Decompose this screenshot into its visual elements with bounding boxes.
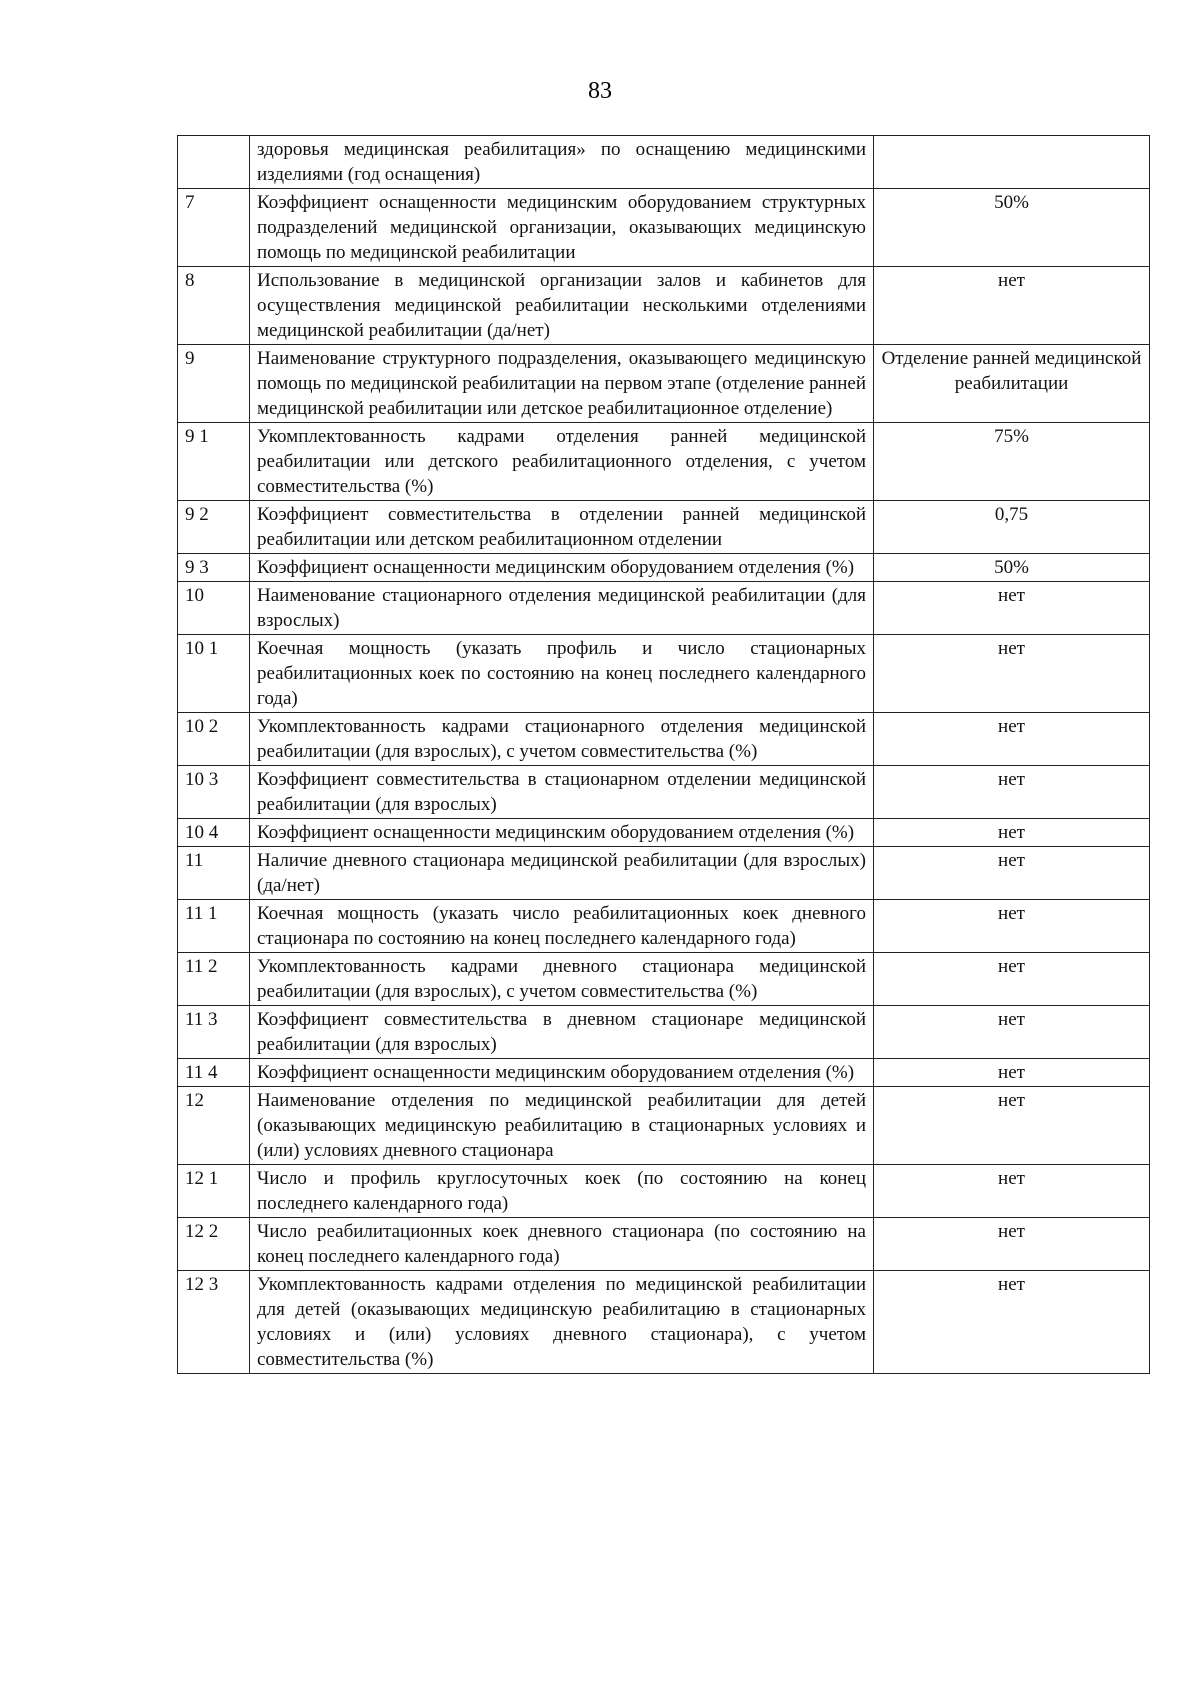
row-description: Коечная мощность (указать число реабилитационных коек дневного стационара по состоянию на конец последнего календарного года) (250, 900, 874, 953)
table-row (178, 1059, 1150, 1087)
row-description: Коэффициент совместительства в отделении ранней медицинской реабилитации или детском реабилитационном отделении (250, 501, 874, 554)
table-row (178, 501, 1150, 554)
row-number: 8 (178, 267, 250, 345)
row-number: 10 1 (178, 635, 250, 713)
row-value: нет (874, 713, 1150, 766)
row-value: нет (874, 1087, 1150, 1165)
row-value: Отделение ранней медицинской реабилитации (874, 345, 1150, 423)
row-description: Коэффициент оснащенности медицинским оборудованием отделения (%) (250, 819, 874, 847)
row-value: нет (874, 635, 1150, 713)
row-number: 12 3 (178, 1271, 250, 1374)
row-value: 50% (874, 189, 1150, 267)
row-number: 12 (178, 1087, 250, 1165)
row-description: Укомплектованность кадрами отделения ранней медицинской реабилитации или детского реабилитационного отделения, с учетом совместительства (%) (250, 423, 874, 501)
row-number: 9 1 (178, 423, 250, 501)
row-value: нет (874, 1165, 1150, 1218)
row-description: Наименование структурного подразделения, оказывающего медицинскую помощь по медицинской реабилитации на первом этапе (отделение ранней медицинской реабилитации или детское реабилитационное отделение) (250, 345, 874, 423)
table-row (178, 554, 1150, 582)
row-value: 50% (874, 554, 1150, 582)
row-number: 10 2 (178, 713, 250, 766)
row-value: 0,75 (874, 501, 1150, 554)
row-number: 9 (178, 345, 250, 423)
row-value: нет (874, 953, 1150, 1006)
row-number: 11 3 (178, 1006, 250, 1059)
row-value: 75% (874, 423, 1150, 501)
row-description: здоровья медицинская реабилитация» по оснащению медицинскими изделиями (год оснащения) (250, 136, 874, 189)
row-value: нет (874, 1218, 1150, 1271)
indicators-table (177, 135, 1150, 1374)
row-number: 11 2 (178, 953, 250, 1006)
row-description: Использование в медицинской организации залов и кабинетов для осуществления медицинской реабилитации несколькими отделениями медицинской реабилитации (да/нет) (250, 267, 874, 345)
page-number: 83 (588, 78, 612, 104)
table-row (178, 713, 1150, 766)
row-description: Число и профиль круглосуточных коек (по состоянию на конец последнего календарного года) (250, 1165, 874, 1218)
table-row (178, 345, 1150, 423)
table-row (178, 1006, 1150, 1059)
table-row (178, 1218, 1150, 1271)
table-row (178, 423, 1150, 501)
row-number: 12 2 (178, 1218, 250, 1271)
table-row (178, 136, 1150, 189)
row-value: нет (874, 1271, 1150, 1374)
table-row (178, 819, 1150, 847)
row-description: Коэффициент оснащенности медицинским оборудованием отделения (%) (250, 554, 874, 582)
table-row (178, 766, 1150, 819)
row-value: нет (874, 819, 1150, 847)
row-value: нет (874, 1059, 1150, 1087)
table-row (178, 189, 1150, 267)
table-row (178, 1087, 1150, 1165)
row-number: 9 2 (178, 501, 250, 554)
row-number: 10 (178, 582, 250, 635)
row-value: нет (874, 267, 1150, 345)
row-number: 9 3 (178, 554, 250, 582)
table-row (178, 582, 1150, 635)
row-number: 11 4 (178, 1059, 250, 1087)
row-number: 10 4 (178, 819, 250, 847)
table-row (178, 900, 1150, 953)
row-value: нет (874, 582, 1150, 635)
row-description: Укомплектованность кадрами стационарного отделения медицинской реабилитации (для взрослых), с учетом совместительства (%) (250, 713, 874, 766)
row-number: 11 1 (178, 900, 250, 953)
table-row (178, 847, 1150, 900)
table-row (178, 635, 1150, 713)
row-number: 10 3 (178, 766, 250, 819)
row-description: Коечная мощность (указать профиль и число стационарных реабилитационных коек по состоянию на конец последнего календарного года) (250, 635, 874, 713)
table-row (178, 1165, 1150, 1218)
row-description: Укомплектованность кадрами дневного стационара медицинской реабилитации (для взрослых), с учетом совместительства (%) (250, 953, 874, 1006)
row-description: Коэффициент оснащенности медицинским оборудованием отделения (%) (250, 1059, 874, 1087)
row-description: Коэффициент совместительства в дневном стационаре медицинской реабилитации (для взрослых) (250, 1006, 874, 1059)
row-value: нет (874, 900, 1150, 953)
row-number: 11 (178, 847, 250, 900)
row-description: Наименование отделения по медицинской реабилитации для детей (оказывающих медицинскую реабилитацию в стационарных условиях и (или) условиях дневного стационара (250, 1087, 874, 1165)
table-row (178, 267, 1150, 345)
table-row (178, 953, 1150, 1006)
row-description: Коэффициент оснащенности медицинским оборудованием структурных подразделений медицинской организации, оказывающих медицинскую помощь по медицинской реабилитации (250, 189, 874, 267)
row-description: Наличие дневного стационара медицинской реабилитации (для взрослых) (да/нет) (250, 847, 874, 900)
row-value: нет (874, 766, 1150, 819)
row-description: Укомплектованность кадрами отделения по медицинской реабилитации для детей (оказывающих медицинскую реабилитацию в стационарных условиях и (или) условиях дневного стационара), с учетом совместительства (%) (250, 1271, 874, 1374)
table-row (178, 1271, 1150, 1374)
row-number: 12 1 (178, 1165, 250, 1218)
row-value: нет (874, 1006, 1150, 1059)
row-description: Коэффициент совместительства в стационарном отделении медицинской реабилитации (для взрослых) (250, 766, 874, 819)
row-description: Число реабилитационных коек дневного стационара (по состоянию на конец последнего календарного года) (250, 1218, 874, 1271)
row-number (178, 136, 250, 189)
row-value (874, 136, 1150, 189)
row-number: 7 (178, 189, 250, 267)
row-value: нет (874, 847, 1150, 900)
table-body (178, 136, 1150, 1374)
row-description: Наименование стационарного отделения медицинской реабилитации (для взрослых) (250, 582, 874, 635)
